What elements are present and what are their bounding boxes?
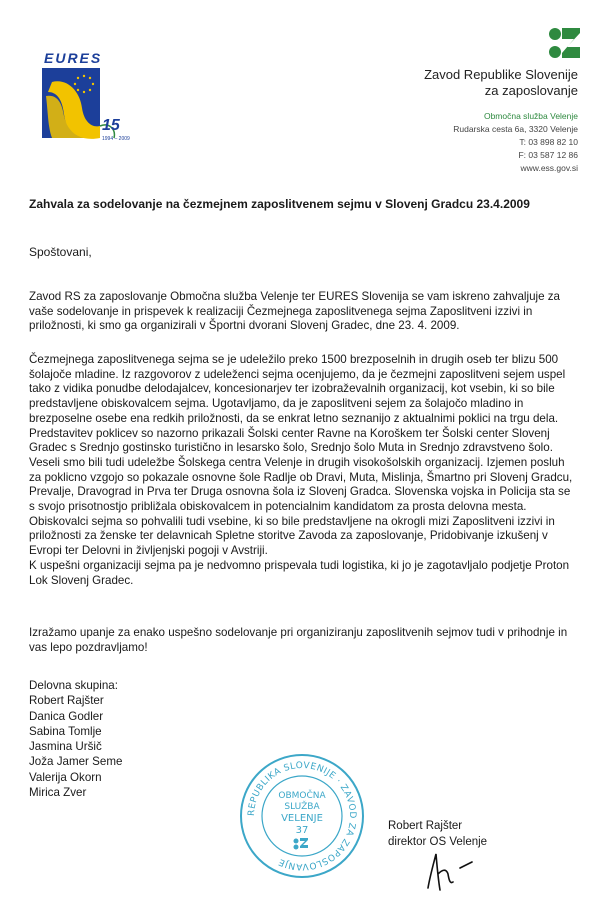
office-address: Rudarska cesta 6a, 3320 Velenje <box>453 124 578 134</box>
team-heading: Delovna skupina: <box>29 679 118 692</box>
letter-title: Zahvala za sodelovanje na čezmejnem zaposlitvenem sejmu v Slovenj Gradcu 23.4.2009 <box>29 197 530 211</box>
office-phone: T: 03 898 82 10 <box>519 137 578 147</box>
office-fax: F: 03 587 12 86 <box>518 150 578 160</box>
salutation: Spoštovani, <box>29 245 92 259</box>
stamp-line3: VELENJE <box>281 813 323 824</box>
team-member: Robert Rajšter <box>29 694 104 708</box>
eures-wordmark: EURES <box>44 50 103 66</box>
office-contact <box>318 110 578 175</box>
stamp-logo-icon <box>294 838 309 850</box>
office-web: www.ess.gov.si <box>520 163 578 173</box>
zrss-logo-icon <box>547 25 583 61</box>
stamp-number: 37 <box>295 825 309 836</box>
organization-name-line2: za zaposlovanje <box>484 83 578 98</box>
team-member: Danica Godler <box>29 709 104 723</box>
stamp-ring-text: REPUBLIKA SLOVENIJE · ZAVOD ZA ZAPOSLOVANJE <box>246 760 358 872</box>
handwritten-signature <box>420 848 500 898</box>
stamp-line1: OBMOČNA <box>278 791 326 801</box>
paragraph-closing: Izražamo upanje za enako uspešno sodelovanje pri organiziranju zaposlitvenih sejmov tudi v prihodnje in vas lepo pozdravljamo! <box>29 626 568 654</box>
team-member: Joža Jamer Seme <box>29 755 123 769</box>
signatory <box>388 818 487 850</box>
team-member: Sabina Tomlje <box>29 724 102 738</box>
signatory-title: direktor OS Velenje <box>388 836 488 848</box>
official-stamp <box>238 752 366 880</box>
organization-name-line1: Zavod Republike Slovenije <box>424 67 578 82</box>
office-name: Območna služba Velenje <box>483 111 578 121</box>
organization-name <box>318 67 578 99</box>
paragraph-main: Čezmejnega zaposlitvenega sejma se je udeležilo preko 1500 brezposelnih in drugih oseb ter blizu 500 šolajoče mladine. Iz razgovorov z udeleženci sejma ocenjujemo, da je čezmejni zaposlitveni sejem uspel tako z vidika ponudbe delodajalcev, koncesionarjev ter izobraževalnih organizacij, kot vsebin, ki so bile predstavljene obiskovalcem sejma. Ugotavljamo, da je zaposlitveni sejem za šolajočo mladino in brezposelne osebe ena redkih priložnosti, da se enkrat letno seznanijo z aktualnimi poklici na trgu dela. Predstavitev poklicev so nazorno prikazali Šolski center Ravne na Koroškem ter Šolski center Slovenj Gradec s Srednjo gostinsko turistično in lesarsko šolo, Srednjo šolo Muta in Srednjo zdravstveno šolo. Veseli smo bili tudi udeležbe Šolskega centra Velenje in drugih visokošolskih organizacij. Izjemen posluh za poklicno vzgojo so pokazale osnovne šole Radlje ob Dravi, Muta, Mislinja, Šmartno pri Slovenj Gradcu, Prevalje, Dravograd in Prva ter Druga osnovna šola iz Slovenj Gradca. Slovenska vojska in Policija sta se s svojo prisotnostjo približala obiskovalcem in potencialnim kandidatom za prosta delovna mesta. Obiskovalci sejma so pohvalili tudi vsebine, ki so bile predstavljene na okrogli mizi Zaposlitveni izzivi in priložnosti za ženske ter delavnicah Spletne storitve Zavoda za zaposlovanje, Pridobivanje izkušenj v Evropi ter Delovni in življenjski pogoji v Avstriji. K uspešni organizaciji sejma pa je nedvomno prispevala tudi logistika, ki jo je zagotavljalo podjetje Proton Lok Slovenj Gradec. <box>29 353 573 587</box>
team-member: Mirica Zver <box>29 786 87 800</box>
team-member: Valerija Okorn <box>29 770 102 784</box>
signatory-name: Robert Rajšter <box>388 820 463 832</box>
team-member: Jasmina Uršič <box>29 740 102 754</box>
stamp-line2: SLUŽBA <box>284 802 320 812</box>
team-list <box>29 678 122 800</box>
paragraph-intro: Zavod RS za zaposlovanje Območna služba Velenje ter EURES Slovenija se vam iskreno zahvaljuje za vaše sodelovanje in prispevek k realizaciji Čezmejnega zaposlitvenega sejma Zaposlitveni izzivi in priložnosti, ki smo ga organizirali v Športni dvorani Slovenj Gradec, dne 23. 4. 2009. <box>29 290 561 333</box>
anniversary-number: 15 <box>102 117 120 134</box>
anniversary-years: 1994 – 2009 <box>102 136 130 142</box>
